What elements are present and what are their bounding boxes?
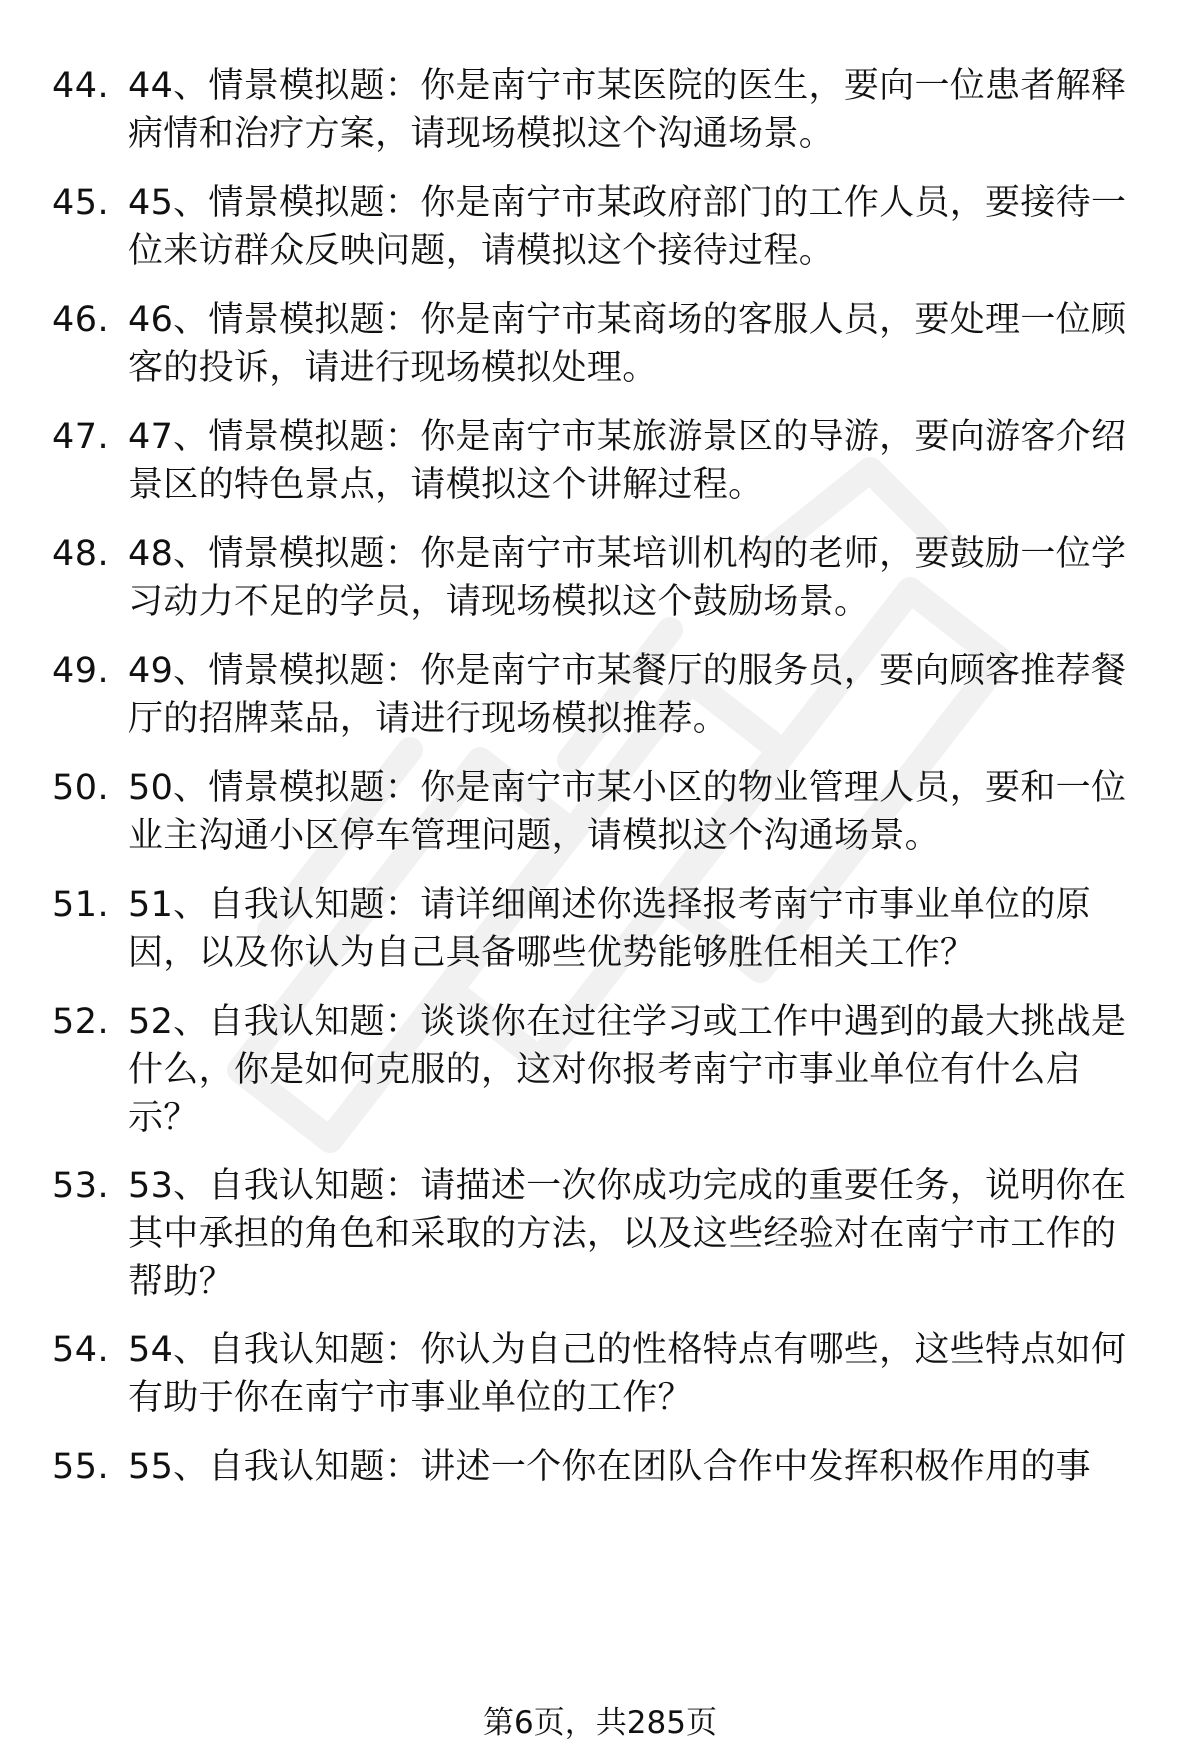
question-number: 44. [52, 66, 110, 106]
question-number: 48. [52, 534, 110, 574]
question-text: 49、情景模拟题：你是南宁市某餐厅的服务员，要向顾客推荐餐厅的招牌菜品，请进行现场模拟推荐。 [128, 651, 1127, 739]
question-number: 50. [52, 768, 110, 808]
page-footer: 第6页，共285页 [483, 1705, 717, 1741]
question-text: 50、情景模拟题：你是南宁市某小区的物业管理人员，要和一位业主沟通小区停车管理问题，请模拟这个沟通场景。 [128, 768, 1127, 856]
question-number: 45. [52, 183, 110, 223]
question-number: 52. [52, 1002, 110, 1042]
question-text: 47、情景模拟题：你是南宁市某旅游景区的导游，要向游客介绍景区的特色景点，请模拟这个讲解过程。 [128, 417, 1127, 505]
question-number: 47. [52, 417, 110, 457]
question-text: 48、情景模拟题：你是南宁市某培训机构的老师，要鼓励一位学习动力不足的学员，请现场模拟这个鼓励场景。 [128, 534, 1127, 622]
question-number: 55. [52, 1447, 110, 1487]
question-number: 54. [52, 1330, 110, 1370]
question-text: 51、自我认知题：请详细阐述你选择报考南宁市事业单位的原因，以及你认为自己具备哪些优势能够胜任相关工作？ [128, 885, 1091, 973]
question-text: 55、自我认知题：讲述一个你在团队合作中发挥积极作用的事 [128, 1447, 1091, 1487]
question-text: 53、自我认知题：请描述一次你成功完成的重要任务，说明你在其中承担的角色和采取的方法，以及这些经验对在南宁市工作的帮助？ [128, 1166, 1127, 1302]
question-number: 51. [52, 885, 110, 925]
question-text: 52、自我认知题：谈谈你在过往学习或工作中遇到的最大挑战是什么，你是如何克服的，这对你报考南宁市事业单位有什么启示？ [128, 1002, 1127, 1138]
question-number: 49. [52, 651, 110, 691]
question-text: 46、情景模拟题：你是南宁市某商场的客服人员，要处理一位顾客的投诉，请进行现场模拟处理。 [128, 300, 1127, 388]
question-text: 44、情景模拟题：你是南宁市某医院的医生，要向一位患者解释病情和治疗方案，请现场模拟这个沟通场景。 [128, 66, 1127, 154]
question-text: 45、情景模拟题：你是南宁市某政府部门的工作人员，要接待一位来访群众反映问题，请模拟这个接待过程。 [128, 183, 1127, 271]
question-text: 54、自我认知题：你认为自己的性格特点有哪些，这些特点如何有助于你在南宁市事业单位的工作？ [128, 1330, 1127, 1418]
question-number: 53. [52, 1166, 110, 1206]
question-number: 46. [52, 300, 110, 340]
